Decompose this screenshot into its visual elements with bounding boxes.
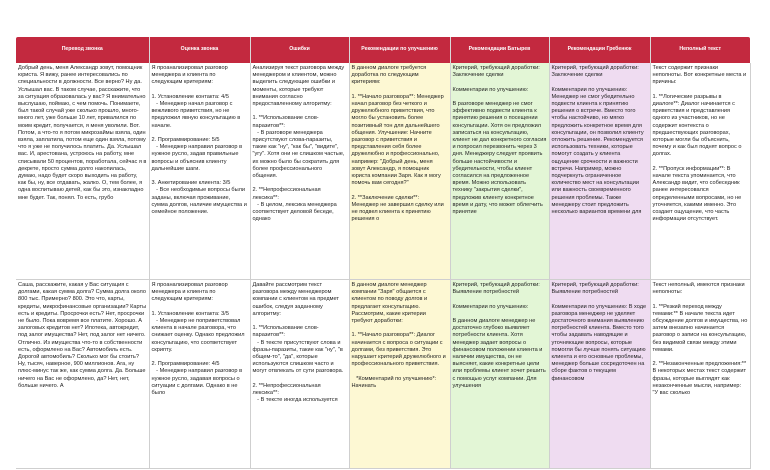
table-cell[interactable] (16, 63, 149, 280)
cell-text: Добрый день, меня Александр зовут, помощник юриста. Я вижу, ранее интересовались по специальности в должности. Все верно? Ну да. Услышал вас. В таком случае, расскажите, что за ситуация образовалась у вас? Я внимательно выслушаю, поймаю, с чем помочь. Понимаете, был такой случай уже сколько прошло, много-много лет, уже больше 10 лет, привалился по моим кредит, получается, я меня уволили. Вот. Потом, а что-то я потом микрозаймы взяла, один взяла, заплатила, потом еще один взяла, потому что я уже не получилось платить. Да. Услышал вас. И, арестована, устроюсь на работу, мне списывали 50 процентов, поработала, сейчас я в декрете, просто сумма долго накопилась, думаю, надо будет скоро выходить на работу, как бы, ну, все отдавать, жалко. О, тем более, я одна воспитываю детей, как бы это, изнакладно мне будет. Так, понял. То есть, грубо (18, 65, 148, 201)
cell-text: Анализируя текст разговора между менеджером и клиентом, можно выделить следующие ошибки и моменты, которые требуют внимания согласно предоставленному алгоритму: 1. **Использование слов-паразитов**: - В разговоре менеджера присутствуют слова-паразиты, такие как "ну", "как бы", "видите", "угу". Хотя они не слишком частые, их можно было бы сократить для более профессионального общения. 2. **Непрофессиональная лексика**: - В целом, лексика менеджера соответствует деловой беседе, однако (252, 65, 345, 223)
table-cell[interactable] (650, 63, 750, 280)
table-cell[interactable] (650, 280, 750, 469)
column-header-improvement-recommendations[interactable]: Рекомендации по улучшению (349, 37, 450, 63)
table-cell[interactable] (149, 63, 250, 280)
table-cell[interactable] (149, 280, 250, 469)
cell-text: Саша, расскажите, какая у Вас ситуация с долгами, какая сумма долга? Сумма долга около 800 тыс. Примерно? 800. Это что, карты, кредиты, микрофинансовые организации? Карты есть и кредиты. Просрочки есть? Нет, просрочки не было. Пока вовремя все платите. Хорошо. А залоговых кредитов нет? Ипотека, автокредит, под залог имущества? Нет, под залог нет ничего. Отлично. Из имущества что-то в собственности есть, оформлено на Вас? Автомобиль есть. Дорогой автомобиль? Сколько мог бы стоить? Ну, тысяч, наверное, 900 миллионов. Ага, ну плюс-минус так же, как сумма долга. Да. Больше ничего на Вас не оформлено, да? Нет, нет, больше ничего. А (18, 282, 148, 389)
table-cell[interactable] (250, 63, 349, 280)
table-cell[interactable] (450, 280, 549, 469)
cell-text: Текст неполный, имеются признаки неполноты: 1. **Резкий переход между темами:** В начале текста идет обсуждение долгов и имущества, но затем внезапно начинается разговор о записи на консультацию, без видимой связи между этими темами. 2. **Незаконченные предложения:** В некоторых местах текст содержит фразы, которые выглядят как незаконченные мысли, например: "У вас сколько (652, 282, 748, 397)
column-header-incomplete-text[interactable]: Неполный текст (650, 37, 750, 63)
cell-text: Я проанализировал разговор менеджера и клиента по следующим критериям: 1. Установление контакта: 4/5 - Менеджер начал разговор с вежливого приветствия, но не предложил явную консультацию в начале. 2. Программирование: 5/5 - Менеджер направил разговор в нужное русло, задав правильные вопросы и объяснив клиенту дальнейшие шаги. 3. Анкетирование клиента: 3/5 - Все необходимые вопросы были заданы, включая проживание, сумма долгов, наличие имущества и семейное положение. (151, 65, 247, 216)
column-header-call-rating[interactable]: Оценка звонка (149, 37, 250, 63)
column-header-batyrev-recommendations[interactable]: Рекомендации Батырев (450, 37, 549, 63)
cell-text: В данном диалоге менеджер компании "Заря" общается с клиентом по поводу долгов и предлагает консультацию. Рассмотрим, какие критерии требуют доработки: 1. **Начало разговора**: Диалог начинается с вопроса о ситуации с долгами, без приветствия. Это нарушает критерий дружелюбного и профессионального приветствия. *Комментарий по улучшению*: Начинать (351, 282, 446, 389)
cell-text: Критерий, требующий доработки: Выявление потребностей Комментарии по улучшению: В ходе разговора менеджер не уделяет достаточного внимания выявлению потребностей клиента. Вместо того чтобы задавать наводящие и уточняющие вопросы, которые помогли бы лучше понять ситуацию клиента и его основные проблемы, менеджер больше сосредоточен на сборе фактов о текущем финансовом (551, 282, 647, 382)
cell-text: Критерий, требующий доработки: Выявление потребностей Комментарии по улучшению: В данном диалоге менеджер не достаточно глубоко выявляет потребности клиента. Хотя менеджер задает вопросы о финансовом положении клиента и наличии имущества, он не выясняет, какие конкретные цели или проблемы клиент хочет решить с помощью услуг компании. Для улучшения (452, 282, 546, 389)
analysis-table (16, 37, 751, 469)
column-header-errors[interactable]: Ошибки (250, 37, 349, 63)
table-cell[interactable] (16, 280, 149, 469)
table-row (16, 63, 750, 280)
table-cell[interactable] (349, 63, 450, 280)
column-header-grebenyuk-recommendations[interactable]: Рекомендации Гребенюк (549, 37, 650, 63)
cell-text: Я проанализировал разговор менеджера и клиента по следующим критериям: 1. Установление контакта: 3/5 - Менеджер не поприветствовал клиента в начале разговора, что снижает оценку. Однако предложил консультацию, что соответствует скрипту. 2. Программирование: 4/5 - Менеджер направил разговор в нужное русло, задавая вопросы о ситуации с долгами. Однако в не было (151, 282, 245, 397)
cell-text: Критерий, требующий доработки: Заключение сделки Комментарии по улучшению: Менеджер не смог убедительно подвести клиента к принятию решения о встрече. Вместо того чтобы настойчиво, но мягко предложить конкретное время для консультации, он позволил клиенту отложить решение. Рекомендуется использовать техники, которые помогут создать у клиента ощущение срочности и важности встречи. Например, можно подчеркнуть ограниченное количество мест на консультации или важность своевременного решения проблемы. Также менеджеру стоит предложить несколько вариантов времени для (551, 65, 644, 216)
spreadsheet (16, 37, 750, 470)
cell-text: В данном диалоге требуется доработка по следующим критериям: 1. **Начало разговора**: Менеджер начал разговор без четкого и дружелюбного приветствия, что могло бы установить более позитивный тон для дальнейшего общения. Улучшение: Начните разговор с приветствия и представления себя более дружелюбно и профессионально, например: "Добрый день, меня зовут Александр, я помощник юриста компании Заря. Как я могу помочь вам сегодня?" 2. **Заключение сделки**: Менеджер не завершил сделку или не подвел клиента к принятию решения о (351, 65, 444, 223)
column-header-call-transcript[interactable]: Перевод звонка (16, 37, 149, 63)
cell-text: Текст содержит признаки неполноты. Вот конкретные места и причины: 1. **Логические разрывы в диалоге**: Диалог начинается с приветствия и представления одного из участников, но не содержит контекста о предшествующих разговорах, которые могли бы объяснить, почему и как был поднят вопрос о долгах. 2. **Пропуск информации**: В начале текста упоминается, что Александр видит, что собеседник ранее интересовался определенными вопросами, но не уточняется, какими именно. Это создает ощущение, что часть информации отсутствует. (652, 65, 747, 223)
cell-text: Критерий, требующий доработки: Заключение сделки Комментарии по улучшению: В разговоре менеджер не смог эффективно подвести клиента к принятию решения о посещении консультации. Хотя он предложил записаться на консультацию, клиент не дал конкретного согласия и попросил перезвонить через 3 дня. Менеджеру следует проявить больше настойчивости и убедительности, чтобы клиент согласился на предложенное время. Можно использовать технику "закрытия сделки", предложив клиенту конкретное время и дату, что может облегчить принятие (452, 65, 547, 216)
header-row (16, 37, 750, 63)
table-cell[interactable] (549, 280, 650, 469)
table-cell[interactable] (349, 280, 450, 469)
table-cell[interactable] (250, 280, 349, 469)
cell-text: Давайте рассмотрим текст разговора между менеджером компании с клиентом на предмет ошибок, следуя заданному алгоритму: 1. **Использование слов-паразитов**: - В тексте присутствуют слова и фразы-паразиты, такие как "ну", "в общем-то", "да", которые используются слишком часто и могут отвлекать от сути разговора. 2. **Непрофессиональная лексика**: - В тексте иногда используется (252, 282, 344, 404)
table-row (16, 280, 750, 469)
table-cell[interactable] (549, 63, 650, 280)
table-cell[interactable] (450, 63, 549, 280)
